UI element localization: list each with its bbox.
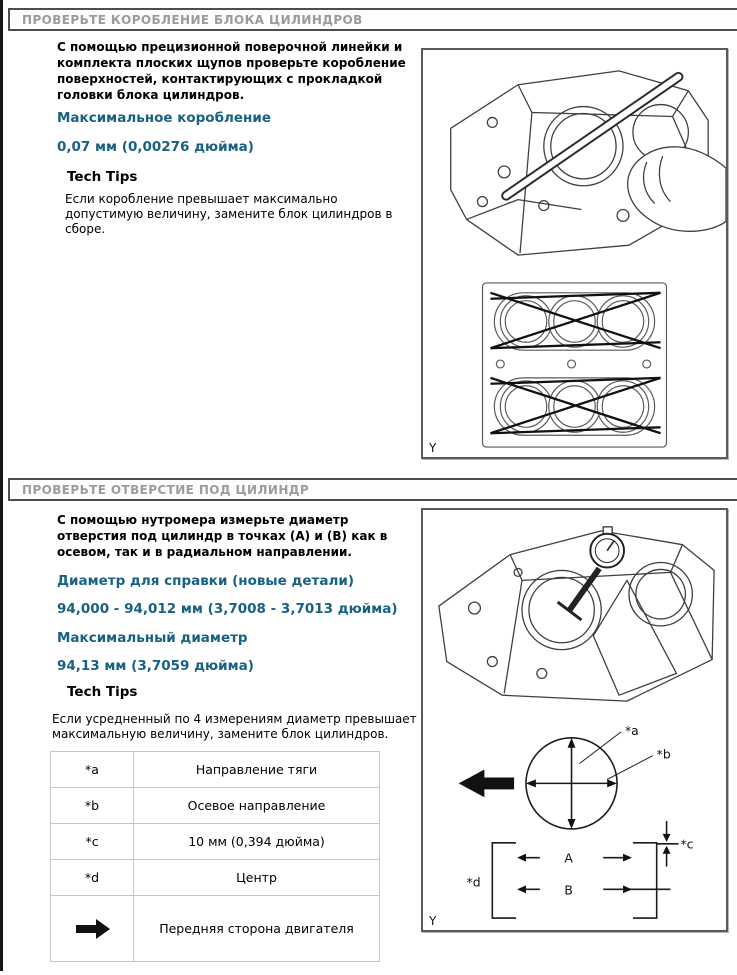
table-row: [51, 860, 380, 896]
table-row: [51, 896, 380, 962]
diagram-label-A: A: [564, 851, 573, 866]
legend-key: *d: [51, 860, 134, 896]
legend-value: Центр: [134, 860, 380, 896]
diagram-label-d: *d: [466, 875, 481, 890]
legend-value: 10 мм (0,394 дюйма): [134, 824, 380, 860]
section2-tech-tips-body: Если усредненный по 4 измерениям диаметр превышает максимальную величину, замените блок цилиндров.: [52, 712, 417, 741]
section1-intro-text: С помощью прецизионной поверочной линейки и комплекта плоских щупов проверьте коробление поверхностей, контактирующих с прокладкой головки блока цилиндров.: [57, 40, 406, 102]
figure1-corner-label: Y: [429, 441, 437, 455]
section2-spec2-label: Максимальный диаметр: [57, 630, 248, 646]
section2-spec2-value: 94,13 мм (3,7059 дюйма): [57, 658, 254, 674]
diagram-label-c: *c: [680, 837, 694, 852]
diagram-label-b: *b: [656, 747, 671, 762]
engine-block-straightedge-illustration: [423, 50, 726, 275]
diagram-label-a: *a: [625, 723, 639, 738]
section2-title: ПРОВЕРЬТЕ ОТВЕРСТИЕ ПОД ЦИЛИНДР: [22, 482, 310, 497]
section1-title: ПРОВЕРЬТЕ КОРОБЛЕНИЕ БЛОКА ЦИЛИНДРОВ: [22, 12, 363, 27]
deck-measurement-pattern-illustration: [423, 275, 726, 455]
section1-spec-value: 0,07 мм (0,00276 дюйма): [57, 139, 254, 155]
diagram-label-B: B: [564, 883, 573, 898]
section1-tech-tips-body: Если коробление превышает максимально допустимую величину, замените блок цилиндров в сборе.: [65, 192, 393, 236]
legend-table: [50, 751, 380, 962]
section1-spec-label: Максимальное коробление: [57, 110, 271, 126]
section2-spec1-label: Диаметр для справки (новые детали): [57, 573, 354, 589]
engine-block-bore-gauge-illustration: [423, 510, 726, 718]
figure-cylinder-bore-check: [421, 508, 728, 932]
section1-tech-tips-title: Tech Tips: [67, 169, 138, 185]
figure-block-warpage-check: [421, 48, 728, 459]
section1-header-bar: [8, 8, 737, 31]
figure2-corner-label: Y: [429, 914, 437, 928]
legend-value: Осевое направление: [134, 788, 380, 824]
section2-tech-tips-title: Tech Tips: [67, 684, 138, 700]
table-row: [51, 788, 380, 824]
table-row: [51, 824, 380, 860]
front-direction-arrow-icon: [459, 770, 514, 798]
legend-value: Передняя сторона двигателя: [134, 896, 380, 962]
table-row: [51, 752, 380, 788]
diagram-arrowheads: [459, 738, 671, 893]
section2-header-bar: [8, 478, 737, 501]
bore-measure-points-diagram: [423, 718, 726, 928]
page-left-border: [0, 0, 3, 971]
front-of-engine-arrow-icon: [51, 917, 133, 941]
legend-key: *c: [51, 824, 134, 860]
legend-key: *a: [51, 752, 134, 788]
legend-value: Направление тяги: [134, 752, 380, 788]
section2-spec1-value: 94,000 - 94,012 мм (3,7008 - 3,7013 дюйма): [57, 601, 398, 617]
legend-key: *b: [51, 788, 134, 824]
section2-intro-text: С помощью нутромера измерьте диаметр отверстия под цилиндр в точках (А) и (В) как в осевом, так и в радиальном направлении.: [57, 513, 388, 559]
